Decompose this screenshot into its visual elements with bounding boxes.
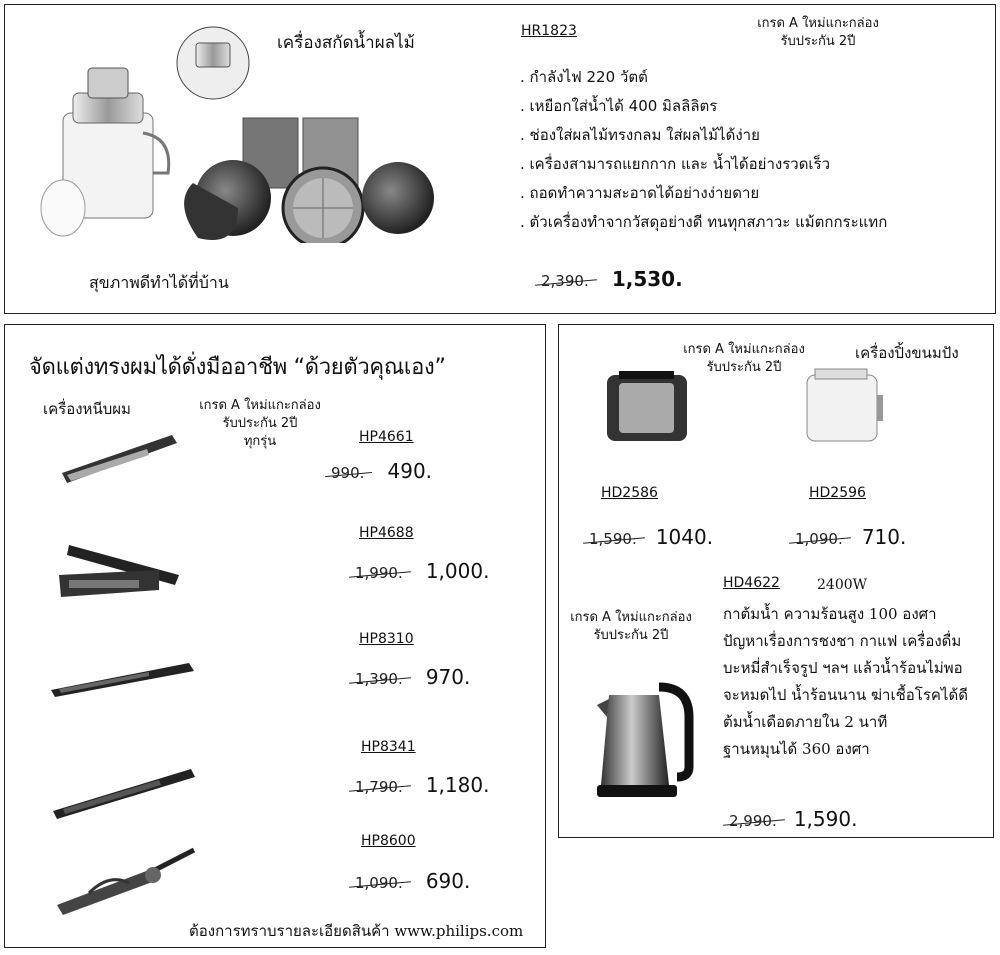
juicer-image: [33, 23, 493, 243]
old-price: 2,990.: [729, 812, 777, 830]
grade-line: เกรด A ใหม่แกะกล่อง: [199, 398, 321, 413]
new-price: 710.: [861, 525, 907, 549]
old-price: 1,790.: [355, 778, 403, 796]
juicer-features: [520, 63, 887, 237]
hair-grade: [185, 397, 335, 451]
straightener-image: [49, 761, 199, 821]
kettle-model: HD4622: [723, 575, 780, 591]
juicer-panel: [4, 4, 996, 314]
price-row: [331, 559, 489, 583]
juicer-title: เครื่องสกัดน้ำผลไม้: [277, 33, 415, 53]
new-price: 1,590.: [793, 807, 858, 831]
old-price: 990.: [331, 464, 365, 482]
appliance-panel: [558, 324, 994, 838]
desc-line: กาต้มน้ำ ความร้อนสูง 100 องศา: [723, 605, 937, 623]
feature-item: . กำลังไฟ 220 วัตต์: [520, 63, 887, 92]
new-price: 490.: [387, 459, 433, 483]
kettle-grade: [561, 609, 701, 645]
hair-item-1: [331, 429, 432, 483]
toaster-1-price: [589, 525, 713, 549]
desc-line: บะหมี่สำเร็จรูป ฯลฯ แล้วน้ำร้อนไม่พอ: [723, 659, 963, 677]
feature-item: . ตัวเครื่องทำจากวัสดุอย่างดี ทนทุกสภาวะ แม้ตกกระแทก: [520, 208, 887, 237]
price-row: [331, 459, 432, 483]
straightener-image: [49, 535, 189, 605]
old-price: 1,390.: [355, 670, 403, 688]
straightener-image: [49, 655, 199, 700]
price-row: [331, 869, 470, 893]
desc-line: ปัญหาเรื่องการชงชา กาแฟ เครื่องดื่ม: [723, 632, 962, 650]
hair-item-3: [331, 631, 470, 689]
warranty-line: รับประกัน 2ปี: [222, 416, 298, 431]
desc-line: จะหมดไป น้ำร้อนนาน ฆ่าเชื้อโรคได้ดี: [723, 686, 968, 704]
juicer-price: [541, 267, 683, 291]
juicer-grade: [743, 15, 893, 51]
new-price: 1,000.: [425, 559, 490, 583]
grade-line: เกรด A ใหม่แกะกล่อง: [683, 342, 805, 357]
hair-panel: [4, 324, 546, 948]
price-row: [331, 773, 489, 797]
feature-item: . เครื่องสามารถแยกกาก และ น้ำได้อย่างรวดเร็ว: [520, 150, 887, 179]
hair-item-4: [331, 739, 489, 797]
hair-footer: ต้องการทราบรายละเอียดสินค้า www.philips.com: [189, 922, 524, 940]
juicer-slogan: สุขภาพดีทำได้ที่บ้าน: [89, 273, 229, 292]
straightener-image: [57, 425, 187, 485]
product-model: HP8600: [361, 833, 416, 849]
feature-item: . ช่องใส่ผลไม้ทรงกลม ใส่ผลไม้ได้ง่าย: [520, 121, 887, 150]
product-model: HP8341: [361, 739, 416, 755]
new-price: 1,530.: [611, 267, 683, 291]
toaster-2-model: HD2596: [809, 485, 866, 501]
old-price: 2,390.: [541, 272, 589, 290]
desc-line: ต้มน้ำเดือดภายใน 2 นาที: [723, 713, 888, 731]
toaster-1-model: HD2586: [601, 485, 658, 501]
new-price: 1,180.: [425, 773, 490, 797]
toaster-2-price: [795, 525, 906, 549]
warranty-line: รับประกัน 2ปี: [706, 360, 782, 375]
product-model: HP4661: [359, 429, 414, 445]
curler-image: [49, 845, 199, 920]
old-price: 1,590.: [589, 530, 637, 548]
new-price: 1040.: [655, 525, 714, 549]
feature-item: . เหยือกใส่น้ำได้ 400 มิลลิลิตร: [520, 92, 887, 121]
feature-item: . ถอดทำความสะอาดได้อย่างง่ายดาย: [520, 179, 887, 208]
new-price: 970.: [425, 665, 471, 689]
warranty-line: รับประกัน 2ปี: [593, 628, 669, 643]
old-price: 1,090.: [795, 530, 843, 548]
kettle-power: 2400W: [817, 577, 868, 593]
hair-item-5: [331, 833, 470, 893]
all-models-line: ทุกรุ่น: [243, 434, 277, 449]
new-price: 690.: [425, 869, 471, 893]
hair-item-2: [331, 525, 489, 583]
toaster-black-image: [599, 361, 699, 451]
old-price: 1,990.: [355, 564, 403, 582]
old-price: 1,090.: [355, 874, 403, 892]
price-row: [331, 665, 470, 689]
warranty-line: รับประกัน 2ปี: [780, 34, 856, 49]
hair-category: เครื่องหนีบผม: [43, 400, 131, 418]
kettle-price: [729, 807, 857, 831]
product-model: HP8310: [359, 631, 414, 647]
toaster-white-image: [799, 361, 889, 451]
grade-line: เกรด A ใหม่แกะกล่อง: [757, 16, 879, 31]
product-model: HP4688: [359, 525, 414, 541]
kettle-description: [723, 601, 968, 763]
toaster-title: เครื่องปิ้งขนมปัง: [855, 344, 959, 362]
grade-line: เกรด A ใหม่แกะกล่อง: [570, 610, 692, 625]
hair-heading: จัดแต่งทรงผมได้ดั่งมืออาชีพ “ด้วยตัวคุณเอง”: [29, 355, 446, 380]
desc-line: ฐานหมุนได้ 360 องศา: [723, 740, 870, 758]
kettle-image: [589, 675, 699, 805]
juicer-model: HR1823: [521, 23, 577, 39]
